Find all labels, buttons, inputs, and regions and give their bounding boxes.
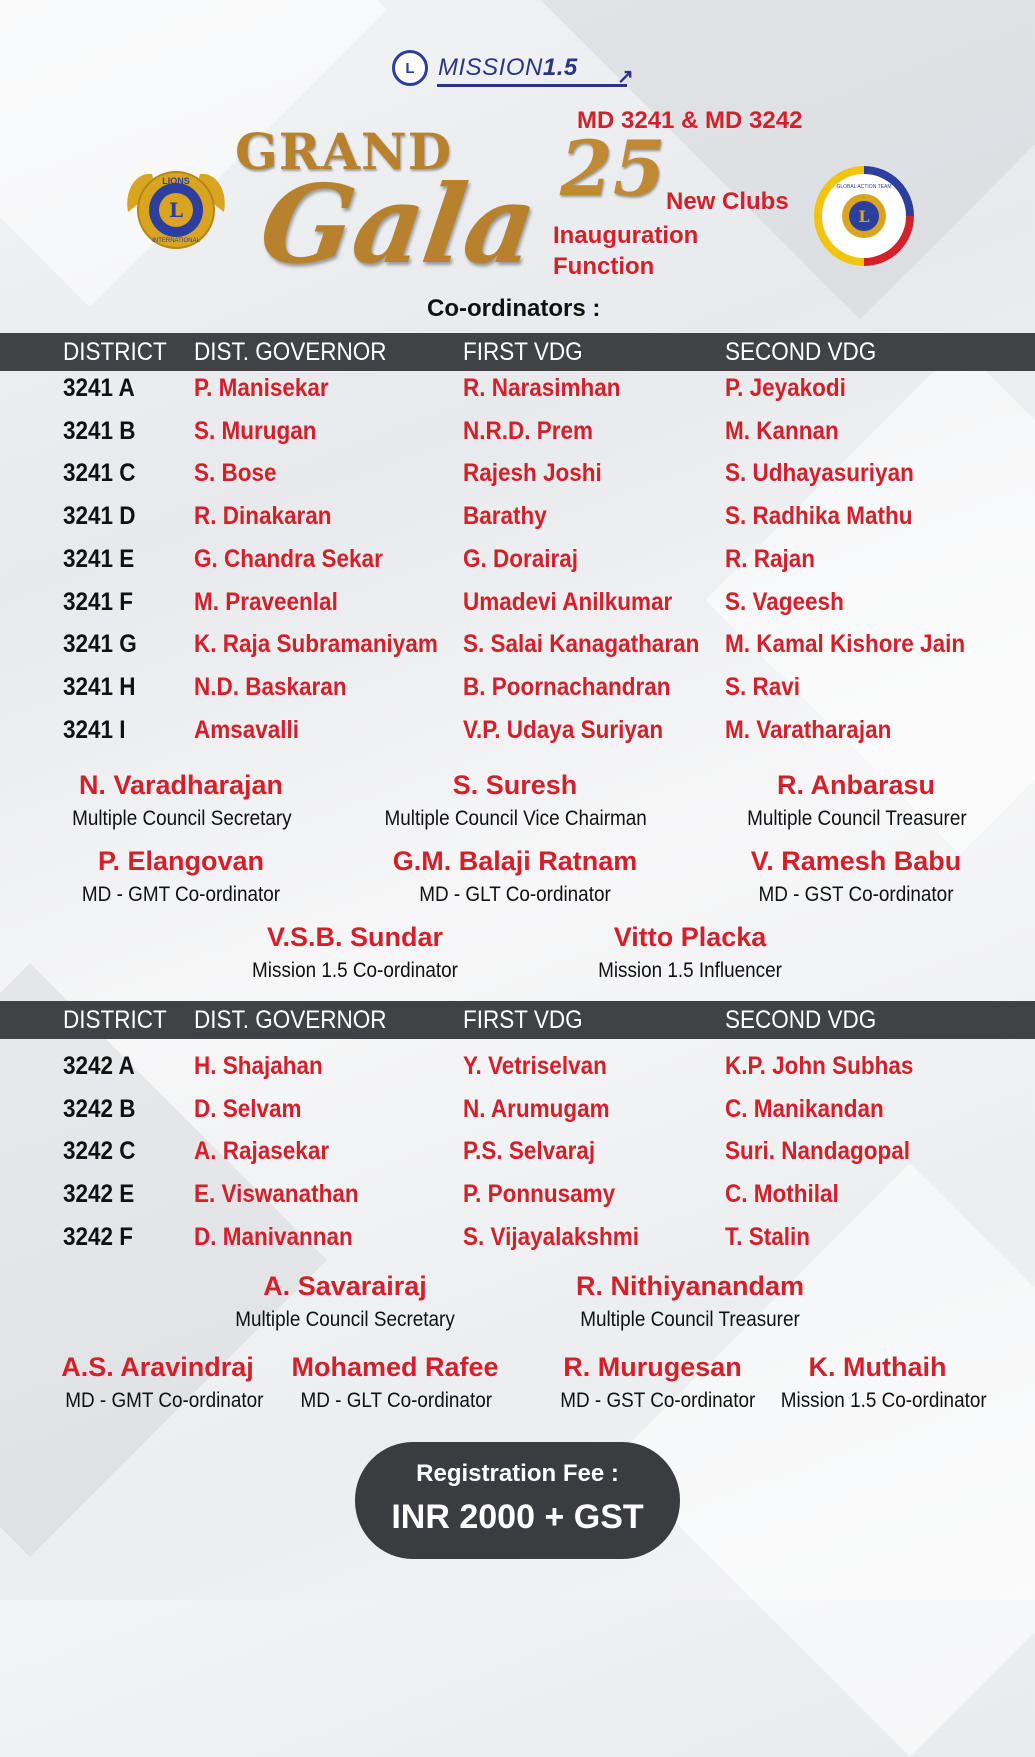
first-vdg-column-header: FIRST VDG bbox=[463, 338, 583, 366]
second-vdg-cell: M. Kannan bbox=[725, 416, 839, 445]
officer-card bbox=[735, 846, 977, 907]
officer-role: MD - GMT Co-ordinator bbox=[81, 883, 281, 906]
mission-logo bbox=[392, 50, 578, 86]
coordinators-title: Co-ordinators : bbox=[427, 295, 601, 322]
officer-name: Mohamed Rafee bbox=[291, 1352, 499, 1382]
officer-card bbox=[770, 1352, 985, 1413]
officer-name: K. Muthaih bbox=[808, 1352, 947, 1382]
officer-role: Mission 1.5 Co-ordinator bbox=[780, 1389, 987, 1412]
table-row bbox=[0, 716, 1035, 758]
governor-column-header: DIST. GOVERNOR bbox=[194, 1006, 387, 1034]
district-cell: 3241 G bbox=[63, 630, 137, 659]
officer-role: Mission 1.5 Co-ordinator bbox=[252, 959, 458, 982]
svg-text:L: L bbox=[168, 198, 184, 222]
second-vdg-column-header: SECOND VDG bbox=[725, 1006, 877, 1034]
officer-card bbox=[230, 922, 480, 983]
registration-fee-label: Registration Fee : bbox=[416, 1460, 619, 1487]
second-vdg-cell: C. Manikandan bbox=[725, 1094, 884, 1123]
second-vdg-cell: S. Ravi bbox=[725, 672, 801, 701]
club-count: 25 bbox=[560, 124, 666, 213]
officer-role: Multiple Council Treasurer bbox=[747, 807, 967, 830]
governor-cell: A. Rajasekar bbox=[194, 1137, 330, 1166]
second-vdg-cell: C. Mothilal bbox=[725, 1180, 839, 1209]
officer-role: MD - GLT Co-ordinator bbox=[419, 883, 611, 906]
district-cell: 3241 F bbox=[63, 587, 134, 616]
table-row bbox=[0, 459, 1035, 501]
officer-role: Multiple Council Vice Chairman bbox=[384, 807, 647, 830]
new-clubs-label: New Clubs bbox=[666, 188, 789, 215]
gat-logo-text: GLOBAL ACTION TEAM bbox=[836, 184, 892, 190]
table-header-3241 bbox=[0, 333, 1035, 371]
officer-name: R. Anbarasu bbox=[776, 770, 936, 800]
second-vdg-cell: R. Rajan bbox=[725, 544, 816, 573]
table-row bbox=[0, 374, 1035, 416]
governor-cell: E. Viswanathan bbox=[194, 1180, 359, 1209]
first-vdg-cell: Umadevi Anilkumar bbox=[463, 587, 673, 616]
district-cell: 3241 H bbox=[63, 672, 136, 701]
table-row bbox=[0, 1137, 1035, 1179]
arrow-up-right-icon: ↗ bbox=[617, 66, 634, 88]
officer-role: MD - GMT Co-ordinator bbox=[65, 1389, 264, 1412]
officer-name: N. Varadharajan bbox=[78, 770, 284, 800]
governor-cell: G. Chandra Sekar bbox=[194, 544, 383, 573]
officer-card bbox=[210, 1271, 480, 1332]
table-row bbox=[0, 588, 1035, 630]
first-vdg-cell: S. Salai Kanagatharan bbox=[463, 630, 700, 659]
table-row bbox=[0, 417, 1035, 459]
officer-name: S. Suresh bbox=[452, 770, 578, 800]
first-vdg-column-header: FIRST VDG bbox=[463, 1006, 583, 1034]
district-cell: 3241 I bbox=[63, 715, 126, 744]
second-vdg-cell: S. Radhika Mathu bbox=[725, 502, 913, 531]
mission-underline bbox=[437, 84, 627, 87]
officer-card bbox=[735, 770, 977, 831]
officer-card bbox=[370, 770, 660, 831]
function-line: Function bbox=[553, 253, 655, 280]
officer-name: A.S. Aravindraj bbox=[61, 1352, 254, 1382]
officer-name: R. Murugesan bbox=[563, 1352, 742, 1382]
lions-international-logo bbox=[122, 160, 230, 260]
officer-name: R. Nithiyanandam bbox=[575, 1271, 805, 1301]
inauguration-label bbox=[553, 220, 698, 282]
officer-name: P. Elangovan bbox=[97, 846, 265, 876]
first-vdg-cell: N. Arumugam bbox=[463, 1094, 610, 1123]
district-cell: 3242 E bbox=[63, 1180, 135, 1209]
officer-role: MD - GLT Co-ordinator bbox=[300, 1389, 493, 1412]
district-cell: 3241 D bbox=[63, 502, 136, 531]
table-row bbox=[0, 673, 1035, 715]
officer-role: Mission 1.5 Influencer bbox=[598, 959, 782, 982]
table-row bbox=[0, 1180, 1035, 1222]
officer-name: V.S.B. Sundar bbox=[266, 922, 444, 952]
officer-card bbox=[60, 846, 302, 907]
officer-card bbox=[290, 1352, 500, 1413]
second-vdg-cell: M. Kamal Kishore Jain bbox=[725, 630, 966, 659]
officer-name: V. Ramesh Babu bbox=[750, 846, 962, 876]
table-row bbox=[0, 630, 1035, 672]
district-cell: 3241 E bbox=[63, 544, 135, 573]
officer-role: Multiple Council Treasurer bbox=[580, 1308, 800, 1331]
svg-text:L: L bbox=[858, 207, 870, 226]
governor-cell: R. Dinakaran bbox=[194, 502, 332, 531]
first-vdg-cell: B. Poornachandran bbox=[463, 672, 671, 701]
first-vdg-cell: Y. Vetriselvan bbox=[463, 1052, 607, 1080]
first-vdg-cell: Barathy bbox=[463, 502, 547, 531]
district-cell: 3242 B bbox=[63, 1094, 136, 1123]
second-vdg-cell: P. Jeyakodi bbox=[725, 374, 846, 402]
first-vdg-cell: S. Vijayalakshmi bbox=[463, 1222, 639, 1251]
officer-card bbox=[370, 846, 660, 907]
officer-name: Vitto Placka bbox=[613, 922, 767, 952]
governor-cell: M. Praveenlal bbox=[194, 587, 338, 616]
registration-fee-value: INR 2000 + GST bbox=[391, 1498, 644, 1536]
officer-role: MD - GST Co-ordinator bbox=[560, 1389, 756, 1412]
district-column-header: DISTRICT bbox=[63, 338, 167, 366]
first-vdg-cell: N.R.D. Prem bbox=[463, 416, 594, 445]
lions-mini-icon: L bbox=[392, 50, 428, 86]
governor-cell: S. Murugan bbox=[194, 416, 317, 445]
officer-card bbox=[555, 1271, 825, 1332]
second-vdg-column-header: SECOND VDG bbox=[725, 338, 877, 366]
md-title: MD 3241 & MD 3242 bbox=[577, 107, 803, 134]
second-vdg-cell: T. Stalin bbox=[725, 1222, 811, 1251]
first-vdg-cell: P.S. Selvaraj bbox=[463, 1137, 596, 1166]
officer-card bbox=[55, 1352, 264, 1413]
svg-text:LIONS: LIONS bbox=[162, 176, 190, 186]
first-vdg-cell: Rajesh Joshi bbox=[463, 459, 602, 488]
first-vdg-cell: V.P. Udaya Suriyan bbox=[463, 715, 664, 744]
district-cell: 3241 C bbox=[63, 459, 136, 488]
first-vdg-cell: P. Ponnusamy bbox=[463, 1180, 616, 1209]
second-vdg-cell: K.P. John Subhas bbox=[725, 1052, 914, 1080]
table-row bbox=[0, 1223, 1035, 1265]
inauguration-line: Inauguration bbox=[553, 222, 699, 249]
governor-cell: D. Manivannan bbox=[194, 1222, 353, 1251]
governor-column-header: DIST. GOVERNOR bbox=[194, 338, 387, 366]
governor-cell: H. Shajahan bbox=[194, 1052, 323, 1080]
second-vdg-cell: M. Varatharajan bbox=[725, 715, 892, 744]
district-cell: 3241 B bbox=[63, 416, 136, 445]
governor-cell: N.D. Baskaran bbox=[194, 672, 347, 701]
table-row bbox=[0, 545, 1035, 587]
governor-cell: K. Raja Subramaniyam bbox=[194, 630, 438, 659]
governor-cell: P. Manisekar bbox=[194, 374, 329, 402]
first-vdg-cell: R. Narasimhan bbox=[463, 374, 621, 402]
district-cell: 3242 C bbox=[63, 1137, 136, 1166]
district-cell: 3241 A bbox=[63, 374, 135, 402]
governor-cell: S. Bose bbox=[194, 459, 277, 488]
second-vdg-cell: S. Vageesh bbox=[725, 587, 844, 616]
officer-card bbox=[570, 922, 810, 983]
second-vdg-cell: Suri. Nandagopal bbox=[725, 1137, 911, 1166]
table-row bbox=[0, 502, 1035, 544]
first-vdg-cell: G. Dorairaj bbox=[463, 544, 579, 573]
global-action-team-logo bbox=[810, 162, 918, 270]
svg-text:INTERNATIONAL: INTERNATIONAL bbox=[152, 238, 200, 244]
registration-fee-badge bbox=[355, 1442, 680, 1559]
officer-card bbox=[550, 1352, 755, 1413]
second-vdg-cell: S. Udhayasuriyan bbox=[725, 459, 914, 488]
governor-cell: D. Selvam bbox=[194, 1094, 302, 1123]
officer-role: Multiple Council Secretary bbox=[235, 1308, 455, 1331]
grand-title: GRAND bbox=[235, 122, 453, 181]
officer-role: Multiple Council Secretary bbox=[72, 807, 292, 830]
officer-name: G.M. Balaji Ratnam bbox=[392, 846, 638, 876]
table-row bbox=[0, 1052, 1035, 1094]
district-column-header: DISTRICT bbox=[63, 1006, 167, 1034]
table-header-3242 bbox=[0, 1001, 1035, 1039]
governor-cell: Amsavalli bbox=[194, 715, 300, 744]
officer-name: A. Savarairaj bbox=[263, 1271, 427, 1301]
officer-role: MD - GST Co-ordinator bbox=[758, 883, 954, 906]
district-cell: 3242 A bbox=[63, 1052, 135, 1080]
officer-card bbox=[60, 770, 302, 831]
table-row bbox=[0, 1095, 1035, 1137]
district-cell: 3242 F bbox=[63, 1222, 134, 1251]
gala-title: Gala bbox=[253, 162, 545, 288]
mission-wordmark: MISSION1.5 bbox=[438, 54, 578, 81]
